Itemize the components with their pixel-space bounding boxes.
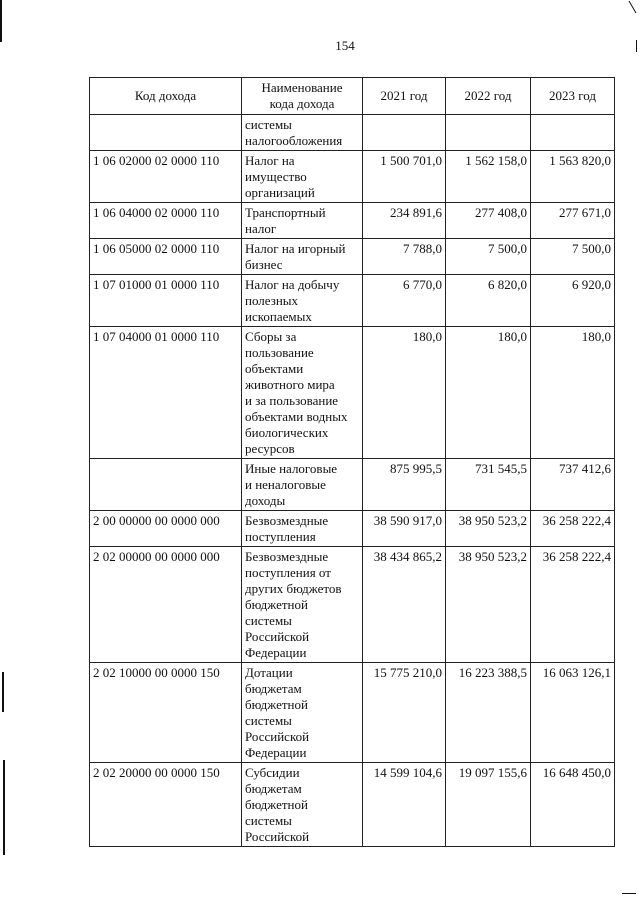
row-2022: 6 820,0 [446, 275, 531, 327]
row-2021: 1 500 701,0 [363, 151, 446, 203]
scan-mark-right-top [629, 1, 637, 14]
row-name: Налог на игорный бизнес [242, 239, 363, 275]
row-code: 1 06 05000 02 0000 110 [90, 239, 242, 275]
table-row [90, 663, 615, 763]
row-code: 1 06 02000 02 0000 110 [90, 151, 242, 203]
row-2023: 16 063 126,1 [531, 663, 615, 763]
row-2021 [363, 115, 446, 151]
table-row [90, 115, 615, 151]
header-2021: 2021 год [363, 78, 446, 115]
scan-mark-right-mid [636, 40, 637, 52]
row-name: Сборы за пользование объектами животного мира и за пользование объектами водных биологических ресурсов [242, 327, 363, 459]
row-2023: 7 500,0 [531, 239, 615, 275]
row-2022: 38 950 523,2 [446, 547, 531, 663]
table-row [90, 275, 615, 327]
row-code: 2 02 20000 00 0000 150 [90, 763, 242, 847]
row-2022: 1 562 158,0 [446, 151, 531, 203]
row-code: 2 02 00000 00 0000 000 [90, 547, 242, 663]
row-2021: 875 995,5 [363, 459, 446, 511]
row-2023: 180,0 [531, 327, 615, 459]
row-2022: 180,0 [446, 327, 531, 459]
row-code: 2 02 10000 00 0000 150 [90, 663, 242, 763]
row-name: Налог на добычу полезных ископаемых [242, 275, 363, 327]
row-2023: 6 920,0 [531, 275, 615, 327]
header-2022: 2022 год [446, 78, 531, 115]
row-2022: 7 500,0 [446, 239, 531, 275]
row-2023: 36 258 222,4 [531, 511, 615, 547]
scan-mark-left-mid [2, 672, 4, 712]
row-name: Безвозмездные поступления от других бюджетов бюджетной системы Российской Федерации [242, 547, 363, 663]
table-row [90, 203, 615, 239]
row-2021: 38 434 865,2 [363, 547, 446, 663]
table-row [90, 763, 615, 847]
row-name: Налог на имущество организаций [242, 151, 363, 203]
row-2022 [446, 115, 531, 151]
row-code: 1 07 01000 01 0000 110 [90, 275, 242, 327]
scan-mark-left-bottom [3, 760, 5, 855]
row-2022: 38 950 523,2 [446, 511, 531, 547]
table-row [90, 459, 615, 511]
row-2021: 6 770,0 [363, 275, 446, 327]
row-2023 [531, 115, 615, 151]
row-2022: 731 545,5 [446, 459, 531, 511]
revenue-table [89, 77, 615, 847]
row-2023: 16 648 450,0 [531, 763, 615, 847]
row-2021: 7 788,0 [363, 239, 446, 275]
table-row [90, 239, 615, 275]
row-name: Субсидии бюджетам бюджетной системы Российской [242, 763, 363, 847]
row-2021: 14 599 104,6 [363, 763, 446, 847]
row-2022: 16 223 388,5 [446, 663, 531, 763]
scan-mark-left-top [0, 0, 2, 42]
row-2021: 234 891,6 [363, 203, 446, 239]
row-code: 1 06 04000 02 0000 110 [90, 203, 242, 239]
row-code: 2 00 00000 00 0000 000 [90, 511, 242, 547]
row-name: Транспортный налог [242, 203, 363, 239]
row-2023: 36 258 222,4 [531, 547, 615, 663]
row-2021: 15 775 210,0 [363, 663, 446, 763]
scan-mark-right-bottom [622, 893, 636, 894]
table-row [90, 511, 615, 547]
row-name: Безвозмездные поступления [242, 511, 363, 547]
table-row [90, 151, 615, 203]
row-code [90, 115, 242, 151]
row-2023: 277 671,0 [531, 203, 615, 239]
row-name: системы налогообложения [242, 115, 363, 151]
table-row [90, 547, 615, 663]
page-number: 154 [335, 38, 355, 53]
row-code [90, 459, 242, 511]
row-name: Иные налоговые и неналоговые доходы [242, 459, 363, 511]
row-2023: 1 563 820,0 [531, 151, 615, 203]
row-2022: 277 408,0 [446, 203, 531, 239]
header-name: Наименование кода дохода [242, 78, 363, 115]
row-2021: 38 590 917,0 [363, 511, 446, 547]
row-2023: 737 412,6 [531, 459, 615, 511]
row-2022: 19 097 155,6 [446, 763, 531, 847]
row-2021: 180,0 [363, 327, 446, 459]
table-row [90, 327, 615, 459]
row-code: 1 07 04000 01 0000 110 [90, 327, 242, 459]
header-code: Код дохода [90, 78, 242, 115]
row-name: Дотации бюджетам бюджетной системы Российской Федерации [242, 663, 363, 763]
header-2023: 2023 год [531, 78, 615, 115]
